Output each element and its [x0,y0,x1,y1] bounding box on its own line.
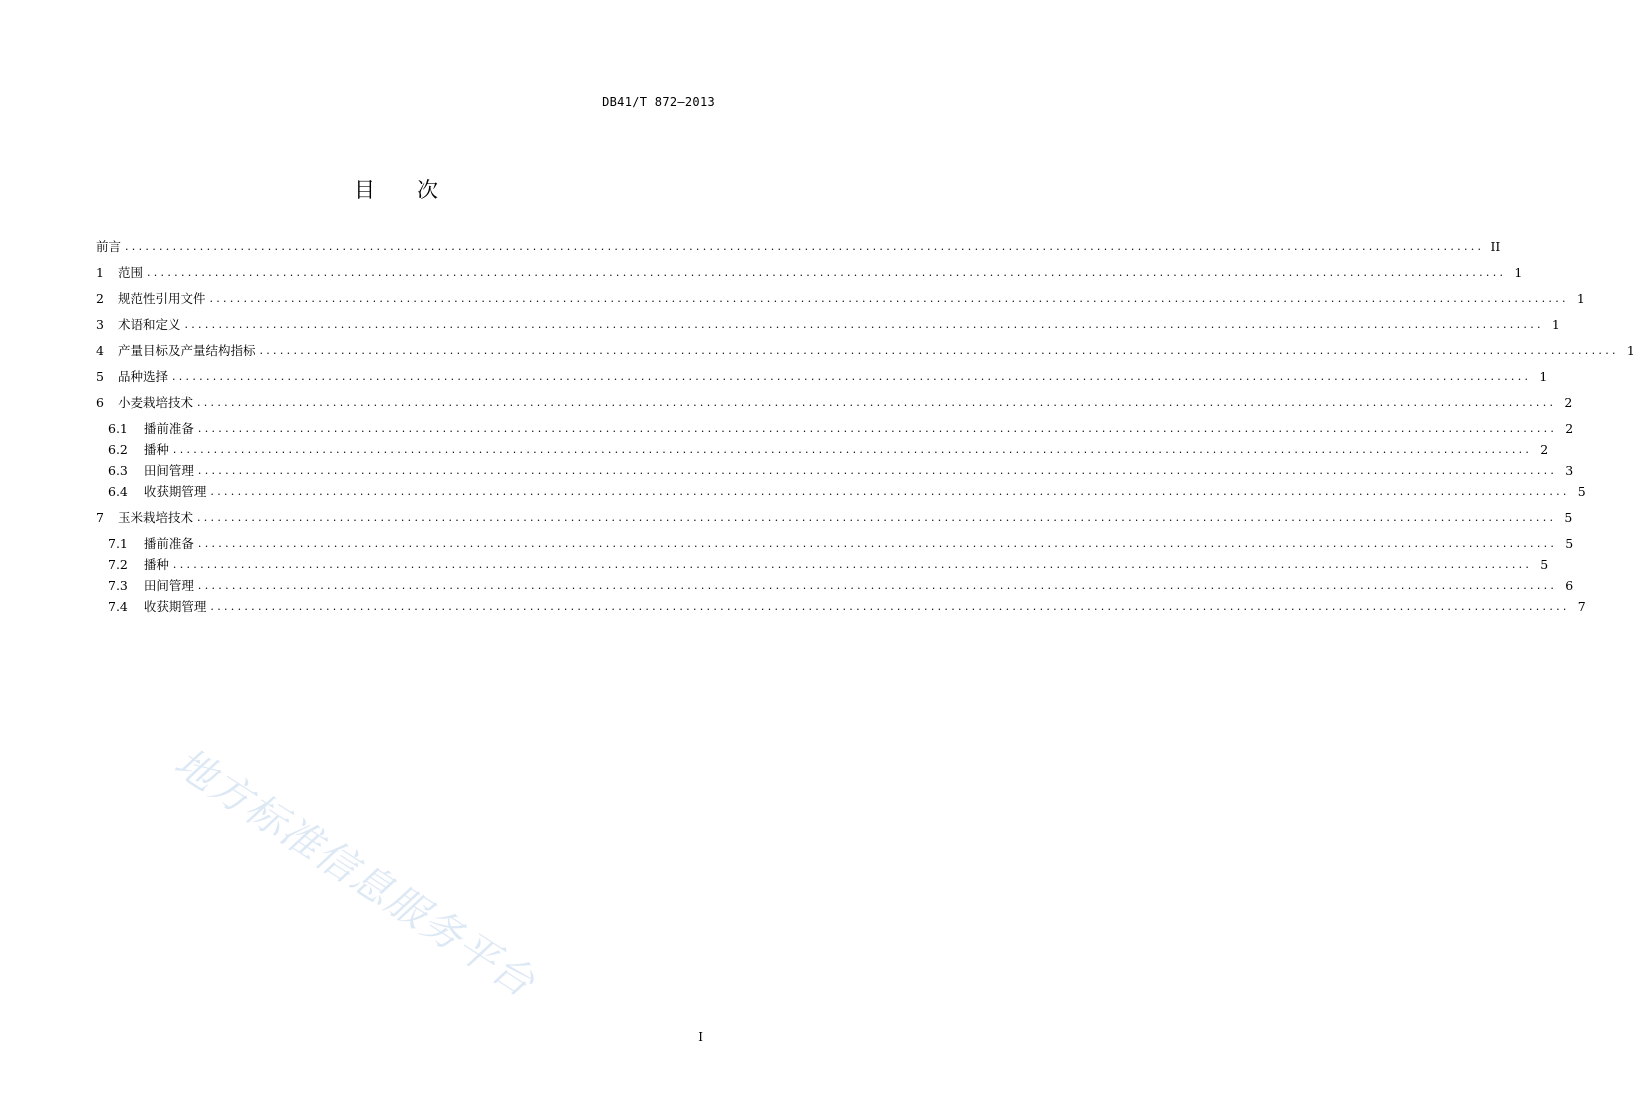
toc-entry[interactable] [96,482,1586,502]
toc-entry-page: II [1490,239,1501,254]
toc-entry-label: 范围 [117,265,143,280]
toc-entry[interactable] [96,508,1573,528]
toc-title: 目次 [354,178,480,202]
toc-entry[interactable] [96,555,1549,575]
toc-entry-label: 术语和定义 [117,317,181,332]
toc-entry-number: 6 [96,395,104,410]
toc-entry[interactable] [96,315,1560,335]
toc-entry-page: 1 [1626,343,1635,358]
toc-entry[interactable] [96,440,1549,460]
toc-entry[interactable] [96,237,1501,257]
toc-entry-number: 7 [96,510,104,525]
toc-entry-label: 田间管理 [143,578,194,593]
toc-entry-label: 规范性引用文件 [117,291,206,306]
toc-dot-leader: ........................................................................................................................................................................................................ [172,558,1533,571]
toc-entry-page: 1 [1514,265,1523,280]
toc-dot-leader: ........................................................................................................................................................................................................ [146,266,1507,279]
toc-entry-number: 5 [96,369,104,384]
toc-entry-number: 6.4 [108,484,128,499]
toc-entry-label: 播前准备 [143,421,194,436]
toc-entry-page: 2 [1540,442,1549,457]
toc-dot-leader: ........................................................................................................................................................................................................ [197,537,1558,550]
toc-dot-leader: ........................................................................................................................................................................................................ [210,600,1570,613]
toc-entry-page: 1 [1576,291,1585,306]
toc-dot-leader: ........................................................................................................................................................................................................ [209,292,1569,305]
toc-entry[interactable] [96,419,1574,439]
toc-dot-leader: ........................................................................................................................................................................................................ [197,579,1558,592]
toc-entry-number: 2 [96,291,104,306]
watermark: 地方标准信息服务平台 [166,739,544,1007]
toc-dot-leader: ........................................................................................................................................................................................................ [184,318,1544,331]
toc-entry-number: 7.4 [108,599,128,614]
toc-entry-label: 前言 [96,239,122,254]
toc-entry-page: 1 [1539,369,1548,384]
toc-entry-label: 播前准备 [143,536,194,551]
toc-entry-number: 1 [96,265,104,280]
toc-entry[interactable] [96,597,1586,617]
toc-entry[interactable] [96,263,1523,283]
toc-dot-leader: ........................................................................................................................................................................................................ [125,240,1485,253]
toc-entry-page: 2 [1565,421,1574,436]
toc-entry-page: 5 [1540,557,1549,572]
toc-entry-number: 6.2 [108,442,128,457]
toc-entry-number: 6.3 [108,463,128,478]
toc-entry-label: 播种 [143,557,169,572]
toc-entry-number: 6.1 [108,421,128,436]
toc-dot-leader: ........................................................................................................................................................................................................ [197,422,1558,435]
toc-entry-label: 产量目标及产量结构指标 [117,343,256,358]
toc-entry-page: 6 [1565,578,1574,593]
toc-entry-page: 5 [1564,510,1573,525]
toc-entry[interactable] [96,576,1574,596]
toc-entry-page: 7 [1577,599,1586,614]
toc-entry[interactable] [96,393,1573,413]
toc-entry-number: 7.1 [108,536,128,551]
toc-entry-label: 田间管理 [143,463,194,478]
toc-entry[interactable] [96,341,1635,361]
toc-entry-number: 7.3 [108,578,128,593]
document-code: DB41/T 872—2013 [602,95,715,109]
toc-entry[interactable] [96,289,1585,309]
toc-entry-page: 3 [1565,463,1574,478]
toc-entry-label: 收获期管理 [143,599,207,614]
toc-entry-number: 4 [96,343,104,358]
toc-entry-page: 1 [1551,317,1560,332]
toc-entry[interactable] [96,367,1548,387]
toc-entry-page: 2 [1564,395,1573,410]
toc-entry-label: 小麦栽培技术 [117,395,193,410]
toc-dot-leader: ........................................................................................................................................................................................................ [171,370,1532,383]
toc-dot-leader: ........................................................................................................................................................................................................ [196,396,1557,409]
toc-entry-page: 5 [1565,536,1574,551]
toc-entry-page: 5 [1577,484,1586,499]
toc-entry-number: 7.2 [108,557,128,572]
toc-entry-label: 播种 [143,442,169,457]
toc-dot-leader: ........................................................................................................................................................................................................ [172,443,1533,456]
toc-entry-label: 收获期管理 [143,484,207,499]
toc-entry[interactable] [96,461,1574,481]
toc-entry-label: 玉米栽培技术 [117,510,193,525]
page-number: I [698,1030,703,1044]
toc-entry-label: 品种选择 [117,369,168,384]
toc-dot-leader: ........................................................................................................................................................................................................ [197,464,1558,477]
toc-entry[interactable] [96,534,1574,554]
toc-entry-number: 3 [96,317,104,332]
toc-dot-leader: ........................................................................................................................................................................................................ [259,344,1619,357]
toc-dot-leader: ........................................................................................................................................................................................................ [196,511,1557,524]
toc-dot-leader: ........................................................................................................................................................................................................ [210,485,1570,498]
